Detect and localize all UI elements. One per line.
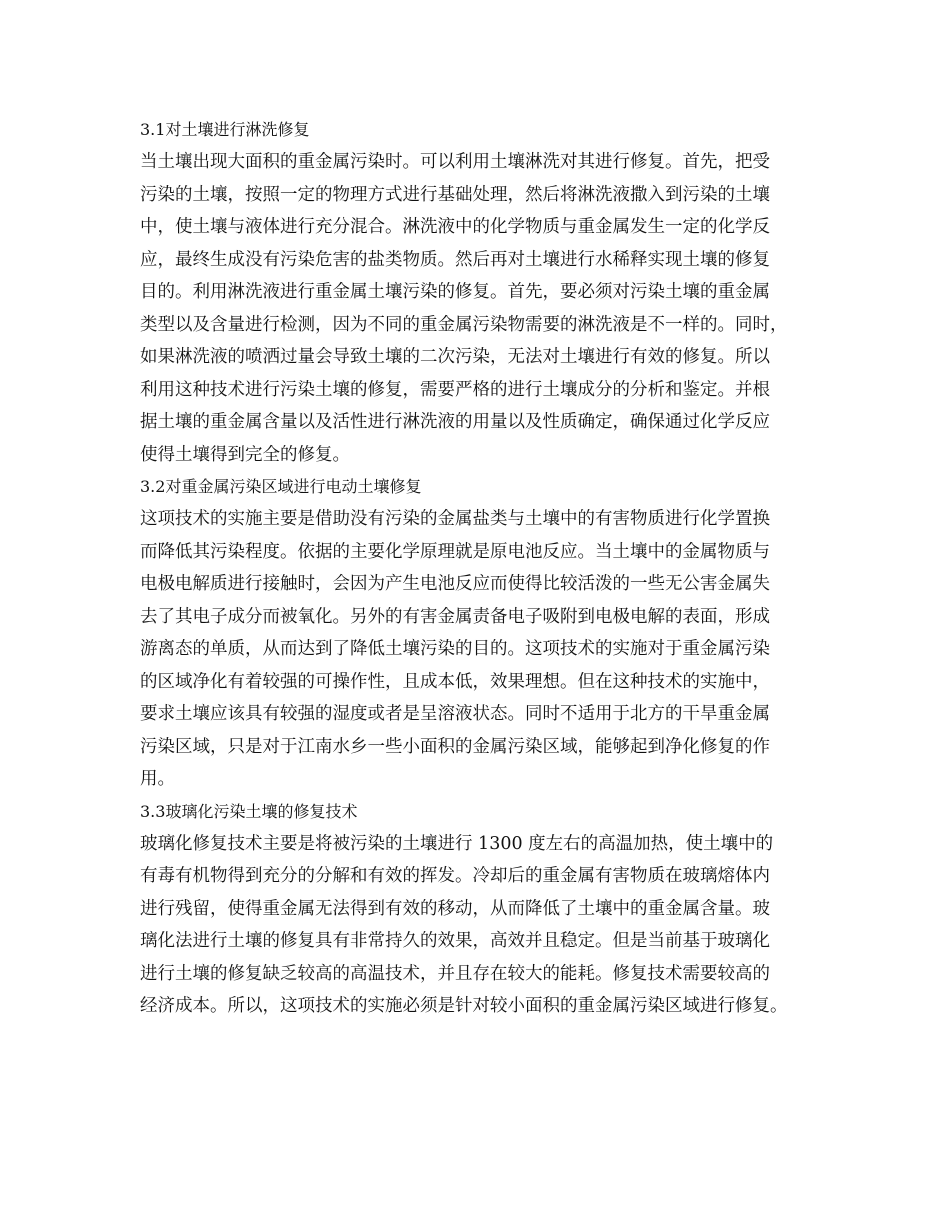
- paragraph-line: 玻璃化修复技术主要是将被污染的土壤进行 1300 度左右的高温加热，使土壤中的: [140, 833, 774, 854]
- section-heading: 3.3玻璃化污染土壤的修复技术: [140, 801, 358, 821]
- paragraph-line: 污染区域，只是对于江南水乡一些小面积的金属污染区域，能够起到净化修复的作: [140, 736, 770, 757]
- paragraph-line: 类型以及含量进行检测，因为不同的重金属污染物需要的淋洗液是不一样的。同时，: [140, 314, 788, 335]
- paragraph-line: 利用这种技术进行污染土壤的修复，需要严格的进行土壤成分的分析和鉴定。并根: [140, 379, 770, 400]
- paragraph-line: 使得土壤得到完全的修复。: [140, 444, 350, 465]
- paragraph-line: 应，最终生成没有污染危害的盐类物质。然后再对土壤进行水稀释实现土壤的修复: [140, 249, 770, 270]
- paragraph-line: 当土壤出现大面积的重金属污染时。可以利用土壤淋洗对其进行修复。首先，把受: [140, 152, 770, 172]
- paragraph-line: 去了其电子成分而被氧化。另外的有害金属责备电子吸附到电极电解的表面，形成: [140, 606, 770, 627]
- paragraph-line: 目的。利用淋洗液进行重金属土壤污染的修复。首先，要必须对污染土壤的重金属: [140, 282, 770, 302]
- section-heading: 3.1对土壤进行淋洗修复: [140, 120, 310, 139]
- paragraph-line: 污染的土壤，按照一定的物理方式进行基础处理，然后将淋洗液撒入到污染的土壤: [140, 184, 770, 205]
- paragraph-line: 进行残留，使得重金属无法得到有效的移动，从而降低了土壤中的重金属含量。玻: [140, 898, 770, 919]
- paragraph-line: 电极电解质进行接触时，会因为产生电池反应而使得比较活泼的一些无公害金属失: [140, 574, 770, 594]
- paragraph-line: 如果淋洗液的喷洒过量会导致土壤的二次污染，无法对土壤进行有效的修复。所以: [140, 347, 770, 367]
- section-3-1: [140, 114, 822, 471]
- paragraph-line: 据土壤的重金属含量以及活性进行淋洗液的用量以及性质确定，确保通过化学反应: [140, 412, 770, 432]
- paragraph-line: 璃化法进行土壤的修复具有非常持久的效果，高效并且稳定。但是当前基于玻璃化: [140, 931, 770, 951]
- paragraph-line: 用。: [140, 769, 175, 789]
- paragraph-line: 游离态的单质，从而达到了降低土壤污染的目的。这项技术的实施对于重金属污染: [140, 639, 770, 659]
- paragraph-line: 而降低其污染程度。依据的主要化学原理就是原电池反应。当土壤中的金属物质与: [140, 541, 770, 562]
- paragraph-line: 这项技术的实施主要是借助没有污染的金属盐类与土壤中的有害物质进行化学置换: [140, 509, 770, 529]
- section-3-3: [140, 796, 822, 1023]
- section-3-2: [140, 471, 822, 796]
- paragraph-line: 有毒有机物得到充分的分解和有效的挥发。冷却后的重金属有害物质在玻璃熔体内: [140, 866, 770, 886]
- paragraph-line: 要求土壤应该具有较强的湿度或者是呈溶液状态。同时不适用于北方的干旱重金属: [140, 704, 770, 724]
- paragraph-line: 进行土壤的修复缺乏较高的高温技术，并且存在较大的能耗。修复技术需要较高的: [140, 963, 770, 984]
- paragraph-line: 中，使土壤与液体进行充分混合。淋洗液中的化学物质与重金属发生一定的化学反: [140, 217, 770, 237]
- paragraph-line: 的区域净化有着较强的可操作性，且成本低，效果理想。但在这种技术的实施中，: [140, 671, 770, 692]
- document-page: [140, 114, 822, 1023]
- paragraph-line: 经济成本。所以，这项技术的实施必须是针对较小面积的重金属污染区域进行修复。: [140, 996, 788, 1016]
- section-heading: 3.2对重金属污染区域进行电动土壤修复: [140, 477, 422, 496]
